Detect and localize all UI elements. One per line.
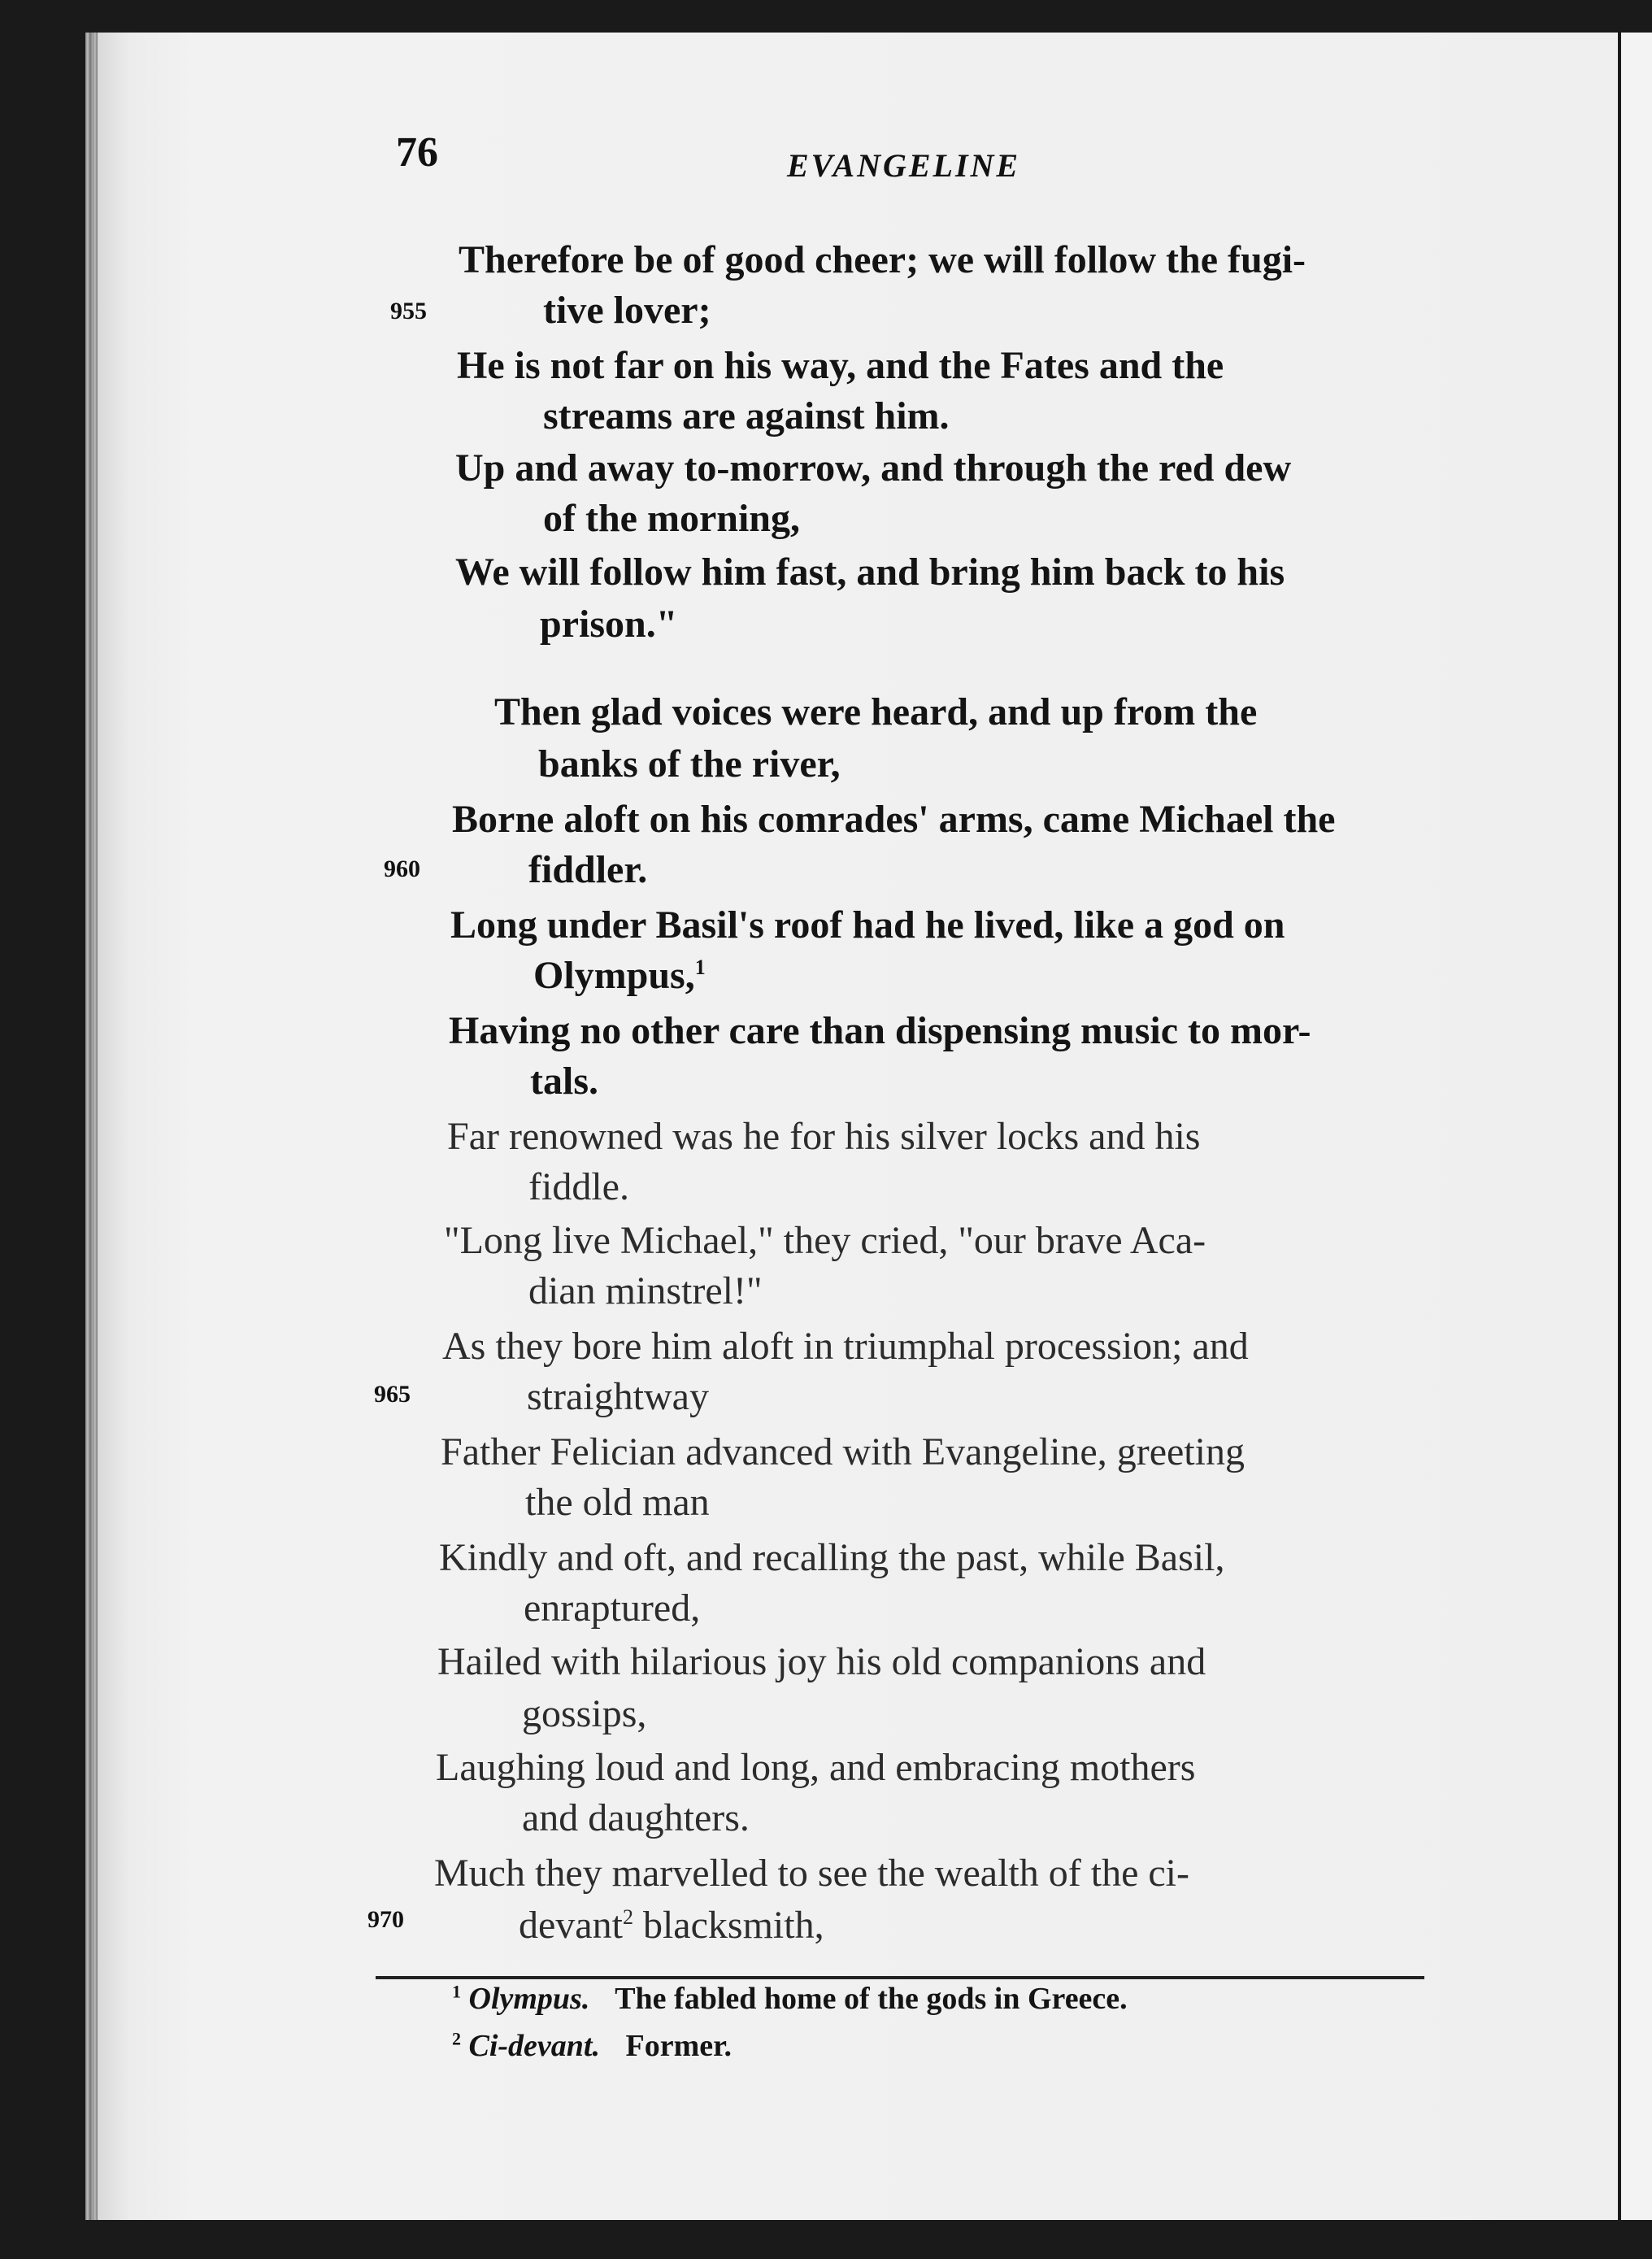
footnote-term: Olympus. bbox=[468, 1982, 590, 2016]
footnote-reference: 2 bbox=[622, 1905, 633, 1929]
verse-line: Up and away to-morrow, and through the red dew bbox=[455, 446, 1292, 490]
verse-line: and daughters. bbox=[522, 1796, 750, 1839]
verse-line: enraptured, bbox=[524, 1587, 701, 1630]
verse-line: "Long live Michael," they cried, "our brave Aca- bbox=[444, 1219, 1206, 1262]
verse-line: He is not far on his way, and the Fates and the bbox=[457, 344, 1224, 387]
verse-line: fiddler. bbox=[528, 848, 648, 891]
verse-line: As they bore him aloft in triumphal procession; and bbox=[442, 1325, 1249, 1368]
verse-line: Kindly and oft, and recalling the past, while Basil, bbox=[439, 1536, 1225, 1579]
running-head: EVANGELINE bbox=[787, 147, 1021, 184]
footnote-mark: 1 bbox=[452, 1981, 461, 2002]
verse-line: fiddle. bbox=[528, 1165, 629, 1208]
footnote bbox=[452, 1981, 1128, 2017]
line-number-955: 955 bbox=[390, 298, 427, 324]
scan-bottom-border bbox=[98, 2220, 1652, 2259]
verse-line-text: Olympus, bbox=[533, 954, 695, 997]
line-number-970: 970 bbox=[367, 1906, 404, 1933]
verse-line bbox=[519, 1903, 824, 1948]
verse-line: of the morning, bbox=[543, 497, 800, 540]
verse-line: tals. bbox=[530, 1060, 598, 1103]
page-number: 76 bbox=[396, 129, 438, 176]
verse-line: Long under Basil's roof had he lived, like a god on bbox=[450, 903, 1285, 947]
verse-line bbox=[533, 953, 706, 998]
verse-line: banks of the river, bbox=[538, 742, 841, 786]
footnote-text: Former. bbox=[625, 2029, 732, 2063]
footnote-mark: 2 bbox=[452, 2028, 461, 2049]
verse-line: tive lover; bbox=[543, 289, 711, 332]
verse-line: Father Felician advanced with Evangeline, greeting bbox=[441, 1430, 1245, 1473]
verse-line: prison." bbox=[540, 603, 678, 646]
verse-line: gossips, bbox=[522, 1692, 647, 1735]
footnote-term: Ci-devant. bbox=[468, 2029, 600, 2063]
footnote-reference: 1 bbox=[694, 955, 706, 979]
verse-line: Then glad voices were heard, and up from the bbox=[494, 690, 1258, 733]
footnote-text: The fabled home of the gods in Greece. bbox=[615, 1982, 1128, 2016]
verse-line: Therefore be of good cheer; we will follow the fugi- bbox=[459, 238, 1306, 281]
verse-line: Hailed with hilarious joy his old companions and bbox=[437, 1640, 1206, 1683]
verse-line-text: devant bbox=[519, 1904, 623, 1947]
footnote bbox=[452, 2028, 732, 2064]
verse-line: We will follow him fast, and bring him back to his bbox=[455, 551, 1285, 594]
line-number-965: 965 bbox=[374, 1381, 411, 1408]
verse-line: Having no other care than dispensing music to mor- bbox=[449, 1009, 1311, 1052]
page-right-edge bbox=[1618, 33, 1652, 2220]
footnote-rule bbox=[376, 1976, 1424, 1979]
verse-line: dian minstrel!" bbox=[528, 1269, 763, 1312]
verse-line: Laughing loud and long, and embracing mothers bbox=[436, 1746, 1196, 1789]
verse-line: Much they marvelled to see the wealth of the ci- bbox=[434, 1852, 1189, 1895]
verse-line: streams are against him. bbox=[543, 394, 950, 437]
verse-line: Borne aloft on his comrades' arms, came Michael the bbox=[452, 798, 1336, 841]
verse-line: straightway bbox=[527, 1375, 709, 1418]
verse-line-text: blacksmith, bbox=[633, 1904, 824, 1947]
verse-line: the old man bbox=[525, 1481, 710, 1524]
line-number-960: 960 bbox=[384, 855, 420, 882]
verse-line: Far renowned was he for his silver locks and his bbox=[447, 1115, 1201, 1158]
